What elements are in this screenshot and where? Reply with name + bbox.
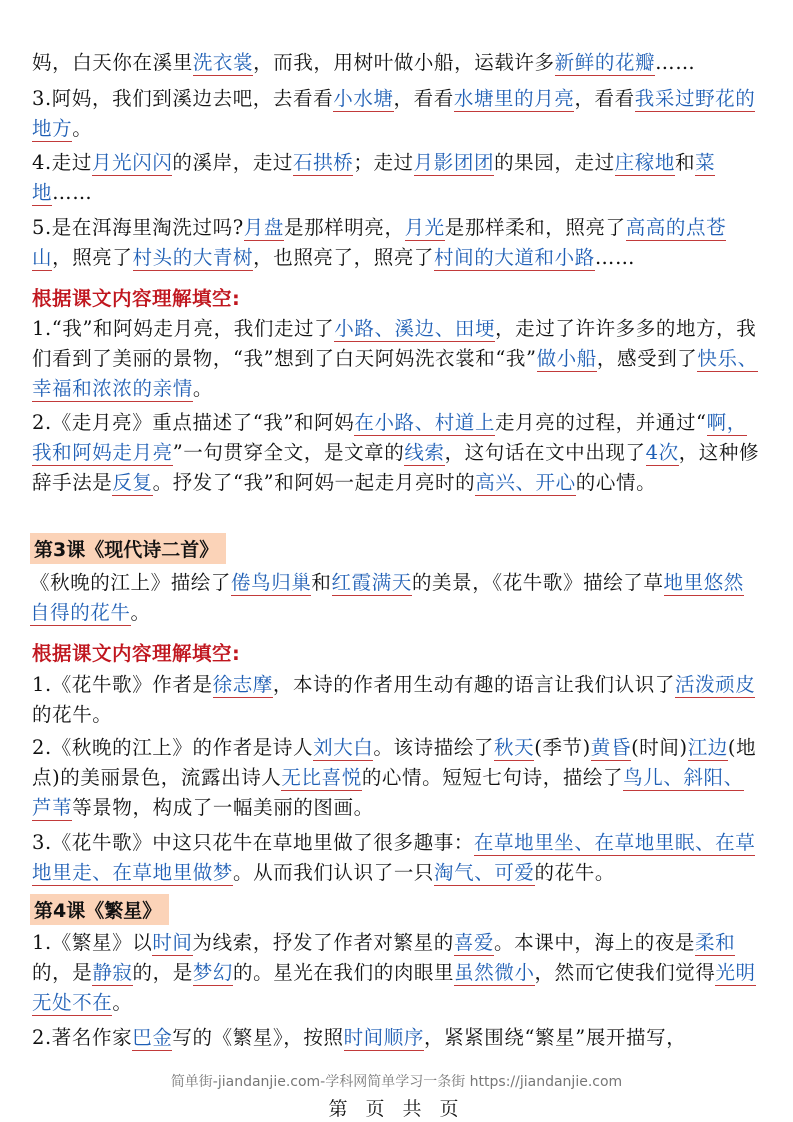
text-segment: 2.《秋晚的江上》的作者是诗人 [32,736,314,759]
text-segment: 是那样明亮， [283,216,405,239]
answer-blank: 庄稼地 [614,151,675,174]
question-2 [32,408,760,498]
paragraph-top [32,48,760,78]
text-segment: 的果园，走过 [494,151,615,174]
answer-blank: 鸟儿、斜阳、芦苇 [32,766,744,819]
text-segment: 3.《花牛歌》中这只花牛在草地里做了很多趣事： [32,831,474,854]
text-segment: 2.著名作家 [32,1026,133,1049]
text-segment: 妈，白天你在溪里 [32,51,193,74]
paragraph-3 [32,84,760,144]
text-segment: ，这种修辞手法是 [32,441,760,494]
text-segment: 2.《走月亮》重点描述了“我”和阿妈 [32,411,355,434]
answer-blank: 月影团团 [413,151,495,174]
text-segment: 3.阿妈，我们到溪边去吧，去看看 [32,87,334,110]
answer-blank: 虽然微小 [454,961,535,984]
answer-blank: 小水塘 [333,87,394,110]
answer-blank: 啊，我和阿妈走月亮 [32,411,747,464]
text-segment: (地点)的美丽景色，流露出诗人 [32,736,757,789]
text-segment: 和 [674,151,696,174]
text-segment: ，走过了许许多多的地方，我们看到了美丽的景物，“我”想到了白天阿妈洗衣裳和“我” [32,317,757,370]
text-segment: 是那样柔和，照亮了 [444,216,626,239]
lesson-3-question-1 [32,670,760,730]
answer-blank: 月光闪闪 [92,151,173,174]
answer-blank: 无比喜悦 [281,766,362,789]
text-segment: ，照亮了 [52,246,133,269]
text-segment: 1.《花牛歌》作者是 [32,673,213,696]
text-segment: 的美景，《花牛歌》描绘了草 [411,571,664,594]
answer-blank: 徐志摩 [212,673,273,696]
text-segment: 。本课中，海上的夜是 [494,931,696,954]
text-segment: (季节) [534,736,591,759]
answer-blank: 秋天 [494,736,535,759]
text-segment: 。 [192,377,213,400]
text-segment: 1.“我”和阿妈走月亮，我们走过了 [32,317,335,340]
answer-blank: 线索 [404,441,445,464]
text-segment: 。 [72,117,93,140]
text-segment: 的溪岸，走过 [172,151,294,174]
lesson-3-title: 第3课《现代诗二首》 [30,533,226,564]
text-segment: ，感受到了 [596,347,698,370]
text-segment: ，也照亮了，照亮了 [253,246,435,269]
answer-blank: 反复 [112,471,153,494]
lesson-3-question-2 [32,733,760,823]
answer-blank: 倦鸟归巢 [231,571,312,594]
text-segment: ，紧紧围绕“繁星”展开描写， [423,1026,687,1049]
answer-blank: 地里悠然自得的花牛 [30,571,744,624]
text-segment: 和 [311,571,332,594]
answer-blank: 水塘里的月亮 [453,87,575,110]
text-segment: 的心情。短短七句诗，描绘了 [361,766,624,789]
text-segment: ，看看 [393,87,454,110]
answer-blank: 喜爱 [453,931,495,954]
answer-blank: 月盘 [243,216,284,239]
text-segment: 的心情。 [575,471,657,494]
answer-blank: 月光 [404,216,445,239]
lesson-4-title: 第4课《繁星》 [30,894,169,925]
text-segment: 的花牛。 [32,703,113,726]
page-number: 第 页 共 页 [328,1098,465,1120]
text-segment: 4.走过 [32,151,93,174]
answer-blank: 梦幻 [192,961,234,984]
answer-blank: 高兴、开心 [475,471,576,494]
text-segment: ；走过 [353,151,414,174]
text-segment: 。 [130,601,151,624]
answer-blank: 光明无处不在 [32,961,756,1014]
answer-blank: 江边 [687,736,728,759]
text-segment: 。 [112,991,133,1014]
answer-blank: 在小路、村道上 [354,411,496,434]
answer-blank: 在草地里坐、在草地里眠、在草地里走、在草地里做梦 [32,831,756,884]
text-segment: 。该诗描绘了 [373,736,495,759]
section-heading-fill-blanks-1: 根据课文内容理解填空: [32,287,241,310]
lesson-4-question-1 [32,928,760,1018]
text-segment: 。从而我们认识了一只 [233,861,435,884]
text-segment: ”一句贯穿全文，是文章的 [172,441,405,464]
text-segment: 等景物，构成了一幅美丽的图画。 [72,796,374,819]
answer-blank: 菜地 [32,151,716,204]
text-segment: 写的《繁星》，按照 [172,1026,344,1049]
answer-blank: 快乐、幸福和浓浓的亲情 [32,347,758,400]
lesson-3-summary [30,568,758,628]
lesson-4-question-2 [32,1023,760,1053]
text-segment: 的花牛。 [534,861,615,884]
answer-blank: 时间顺序 [343,1026,424,1049]
text-segment: ，本诗的作者用生动有趣的语言让我们认识了 [272,673,675,696]
answer-blank: 村间的大道和小路 [434,246,595,269]
footer-source: 简单街-jiandanjie.com-学科网简单学习一条街 https://jiandanjie.com [170,1074,623,1090]
lesson-3-question-3 [32,828,760,888]
paragraph-5 [32,213,760,273]
answer-blank: 静寂 [92,961,133,984]
answer-blank: 巴金 [132,1026,173,1049]
text-segment: 1.《繁星》以 [32,931,153,954]
text-segment: ，而我，用树叶做小船，运载许多 [253,51,555,74]
answer-blank: 时间 [152,931,193,954]
answer-blank: 洗衣裳 [192,51,254,74]
paragraph-4 [32,148,760,208]
text-segment: ，然而它使我们觉得 [534,961,716,984]
answer-blank: 4次 [645,441,679,464]
text-segment: (时间) [631,736,688,759]
text-segment: …… [52,181,93,204]
answer-blank: 红霞满天 [331,571,412,594]
text-segment: 的，是 [132,961,193,984]
answer-blank: 淘气、可爱 [434,861,535,884]
section-heading-fill-blanks-2: 根据课文内容理解填空: [32,642,241,665]
text-segment: …… [655,51,696,74]
answer-blank: 小路、溪边、田埂 [334,317,496,340]
answer-blank: 活泼顽皮 [674,673,756,696]
text-segment: 5.是在洱海里淘洗过吗? [32,216,244,239]
text-segment: ，看看 [574,87,635,110]
text-segment: 的。星光在我们的肉眼里 [233,961,455,984]
text-segment: 为线索，抒发了作者对繁星的 [192,931,454,954]
answer-blank: 柔和 [695,931,736,954]
answer-blank: 刘大白 [313,736,374,759]
text-segment: 。抒发了“我”和阿妈一起走月亮时的 [152,471,476,494]
text-segment: 走月亮的过程，并通过“ [495,411,707,434]
answer-blank: 石拱桥 [293,151,354,174]
answer-blank: 做小船 [536,347,597,370]
text-segment: ，这句话在文中出现了 [444,441,646,464]
answer-blank: 村头的大青树 [132,246,254,269]
question-1 [32,314,760,404]
text-segment: …… [594,246,636,269]
answer-blank: 我采过野花的地方 [32,87,756,140]
text-segment: 的，是 [32,961,93,984]
answer-blank: 新鲜的花瓣 [554,51,656,74]
answer-blank: 黄昏 [590,736,632,759]
text-segment: 《秋晚的江上》描绘了 [30,571,232,594]
answer-blank: 高高的点苍山 [32,216,727,269]
